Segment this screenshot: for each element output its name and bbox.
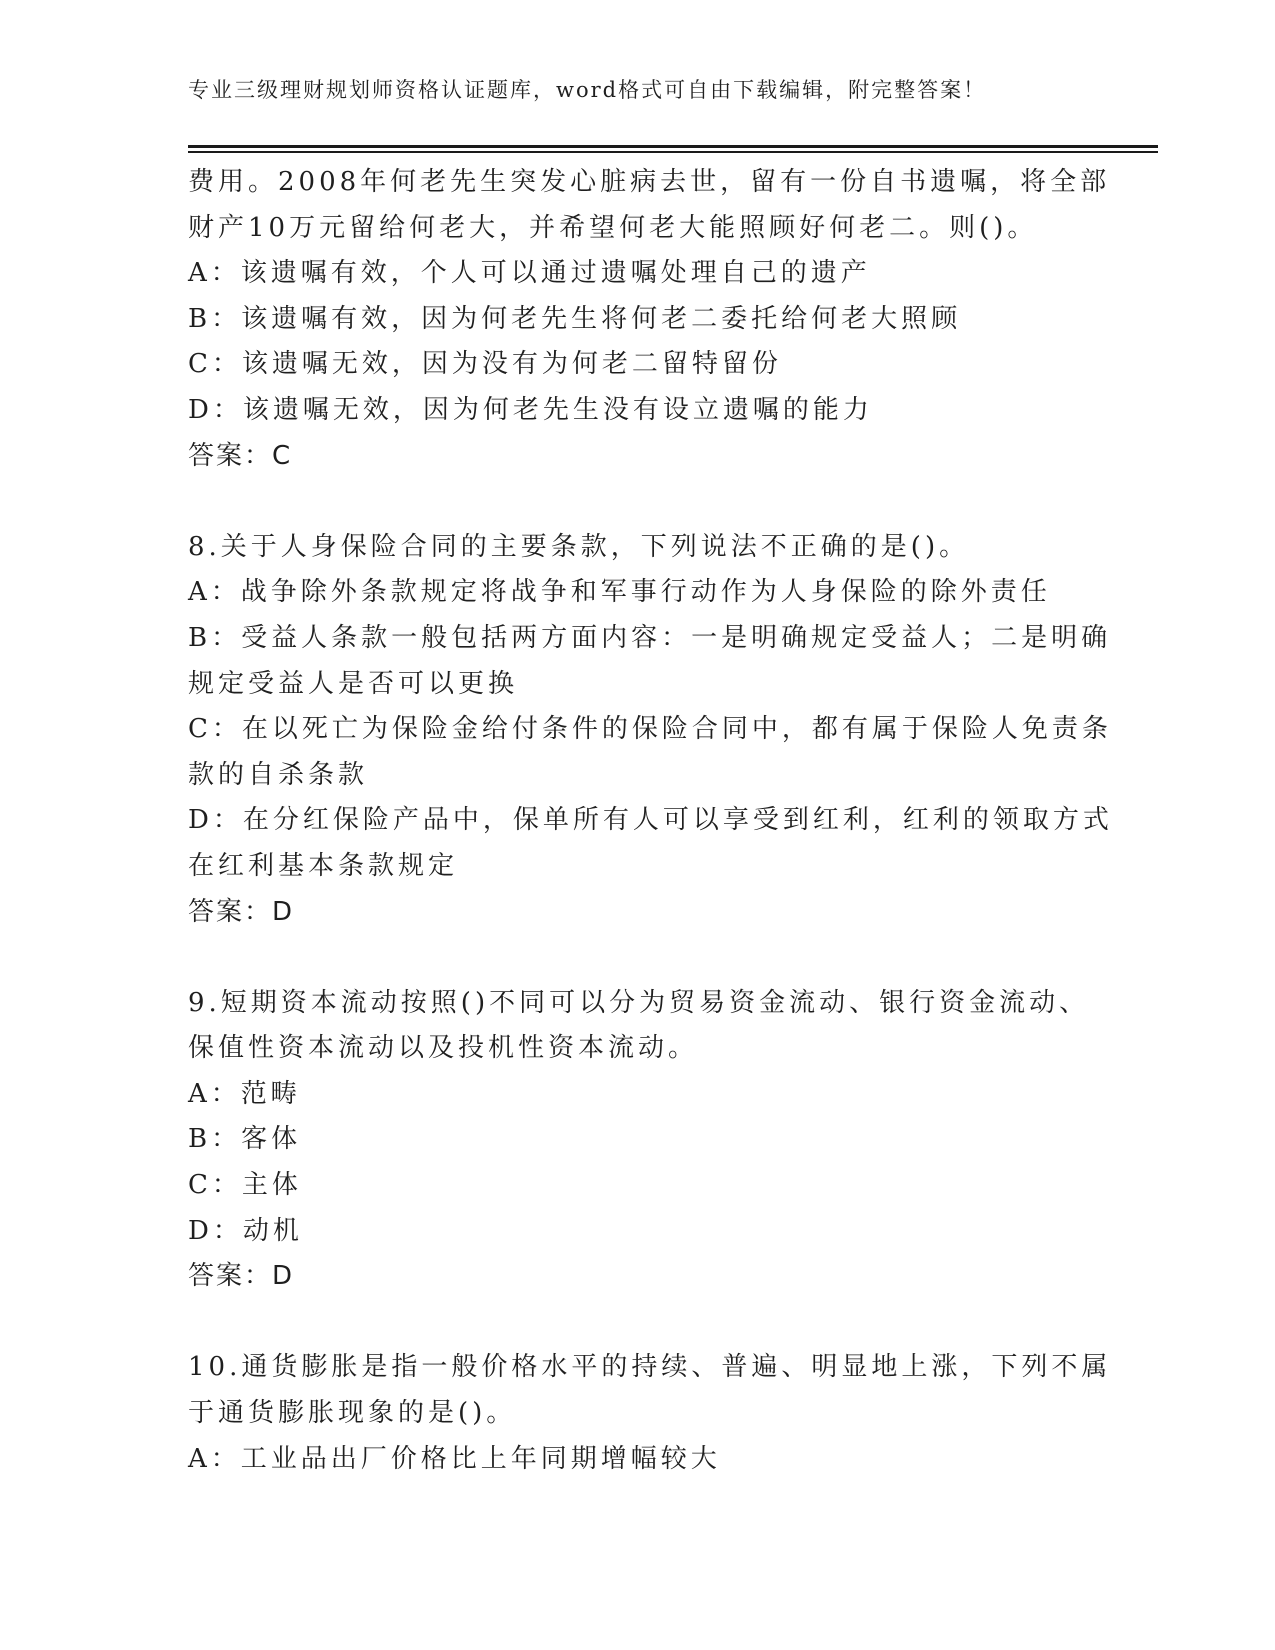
question-8 (188, 525, 1113, 935)
spacer (188, 935, 1088, 981)
spacer (188, 1300, 1088, 1346)
page-header: 专业三级理财规划师资格认证题库，word格式可自由下载编辑，附完整答案！ (188, 78, 987, 102)
option-d: D：在分红保险产品中，保单所有人可以享受到红利，红利的领取方式 (188, 805, 1113, 836)
option-d: D：该遗嘱无效，因为何老先生没有设立遗嘱的能力 (188, 394, 873, 425)
option-a: A：战争除外条款规定将战争和军事行动作为人身保险的除外责任 (188, 577, 1051, 608)
option-a: A：工业品出厂价格比上年同期增幅较大 (188, 1443, 721, 1474)
question-9 (188, 981, 1088, 1300)
question-text: 于通货膨胀现象的是()。 (188, 1398, 517, 1429)
option-c: C：该遗嘱无效，因为没有为何老二留特留份 (188, 349, 782, 380)
option-b: B：客体 (188, 1124, 302, 1155)
option-d-continued: 在红利基本条款规定 (188, 850, 459, 881)
question-text: 8.关于人身保险合同的主要条款，下列说法不正确的是()。 (188, 531, 970, 562)
answer-line: 答案：C (188, 440, 293, 471)
question-continuation (188, 160, 1111, 479)
option-b: B：该遗嘱有效，因为何老先生将何老二委托给何老大照顾 (188, 303, 962, 334)
question-text: 保值性资本流动以及投机性资本流动。 (188, 1033, 699, 1064)
option-b: B：受益人条款一般包括两方面内容：一是明确规定受益人；二是明确 (188, 622, 1112, 653)
option-c: C：主体 (188, 1170, 302, 1201)
option-b-continued: 规定受益人是否可以更换 (188, 668, 519, 699)
answer-line: 答案：D (188, 1261, 295, 1292)
question-10 (188, 1345, 1112, 1482)
option-a: A：范畴 (188, 1078, 301, 1109)
option-a: A：该遗嘱有效，个人可以通过遗嘱处理自己的遗产 (188, 258, 871, 289)
option-c: C：在以死亡为保险金给付条件的保险合同中，都有属于保险人免责条 (188, 714, 1112, 745)
option-c-continued: 款的自杀条款 (188, 759, 369, 790)
document-body (188, 160, 1113, 1482)
spacer (188, 479, 1088, 525)
question-text: 费用。2008年何老先生突发心脏病去世，留有一份自书遗嘱，将全部 (188, 167, 1111, 197)
answer-line: 答案：D (188, 896, 295, 927)
question-text: 10.通货膨胀是指一般价格水平的持续、普遍、明显地上涨，下列不属 (188, 1352, 1112, 1383)
question-text: 9.短期资本流动按照()不同可以分为贸易资金流动、银行资金流动、 (188, 987, 1090, 1018)
question-text: 财产10万元留给何老大，并希望何老大能照顾好何老二。则()。 (188, 212, 1038, 243)
option-d: D：动机 (188, 1215, 303, 1246)
header-rule-thick (188, 145, 1158, 148)
header-rule-thin (188, 151, 1158, 153)
